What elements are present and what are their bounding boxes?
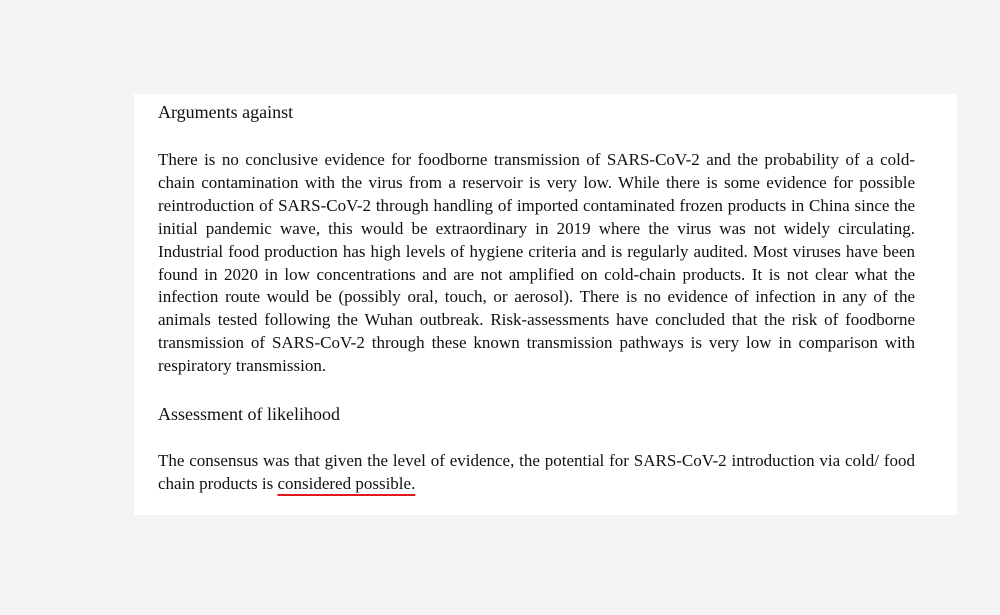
section-heading-assessment-of-likelihood: Assessment of likelihood — [158, 404, 340, 425]
paragraph-assessment-of-likelihood — [158, 450, 915, 496]
document-content — [158, 100, 915, 496]
assessment-text: The consensus was that given the level of evidence, the potential for SARS-CoV-2 introduction via cold/ food chain products is — [158, 451, 915, 493]
document-page — [134, 94, 957, 515]
section-heading-arguments-against: Arguments against — [158, 102, 294, 122]
paragraph-arguments-against: There is no conclusive evidence for foodborne transmission of SARS-CoV-2 and the probability of a cold-chain contamination with the virus from a reservoir is very low. While there is some evidence for possible reintroduction of SARS-CoV-2 through handling of imported contaminated frozen products in China since the initial pandemic wave, this would be extraordinary in 2019 where the virus was not widely circulating. Industrial food production has high levels of hygiene criteria and is regularly audited. Most viruses have been found in 2020 in low concentrations and are not amplified on cold-chain products. It is not clear what the infection route would be (possibly oral, touch, or aerosol). There is no evidence of infection in any of the animals tested following the Wuhan outbreak. Risk-assessments have concluded that the risk of foodborne transmission of SARS-CoV-2 through these known transmission pathways is very low in comparison with respiratory transmission. — [158, 150, 915, 376]
highlighted-conclusion: considered possible. — [277, 473, 416, 493]
